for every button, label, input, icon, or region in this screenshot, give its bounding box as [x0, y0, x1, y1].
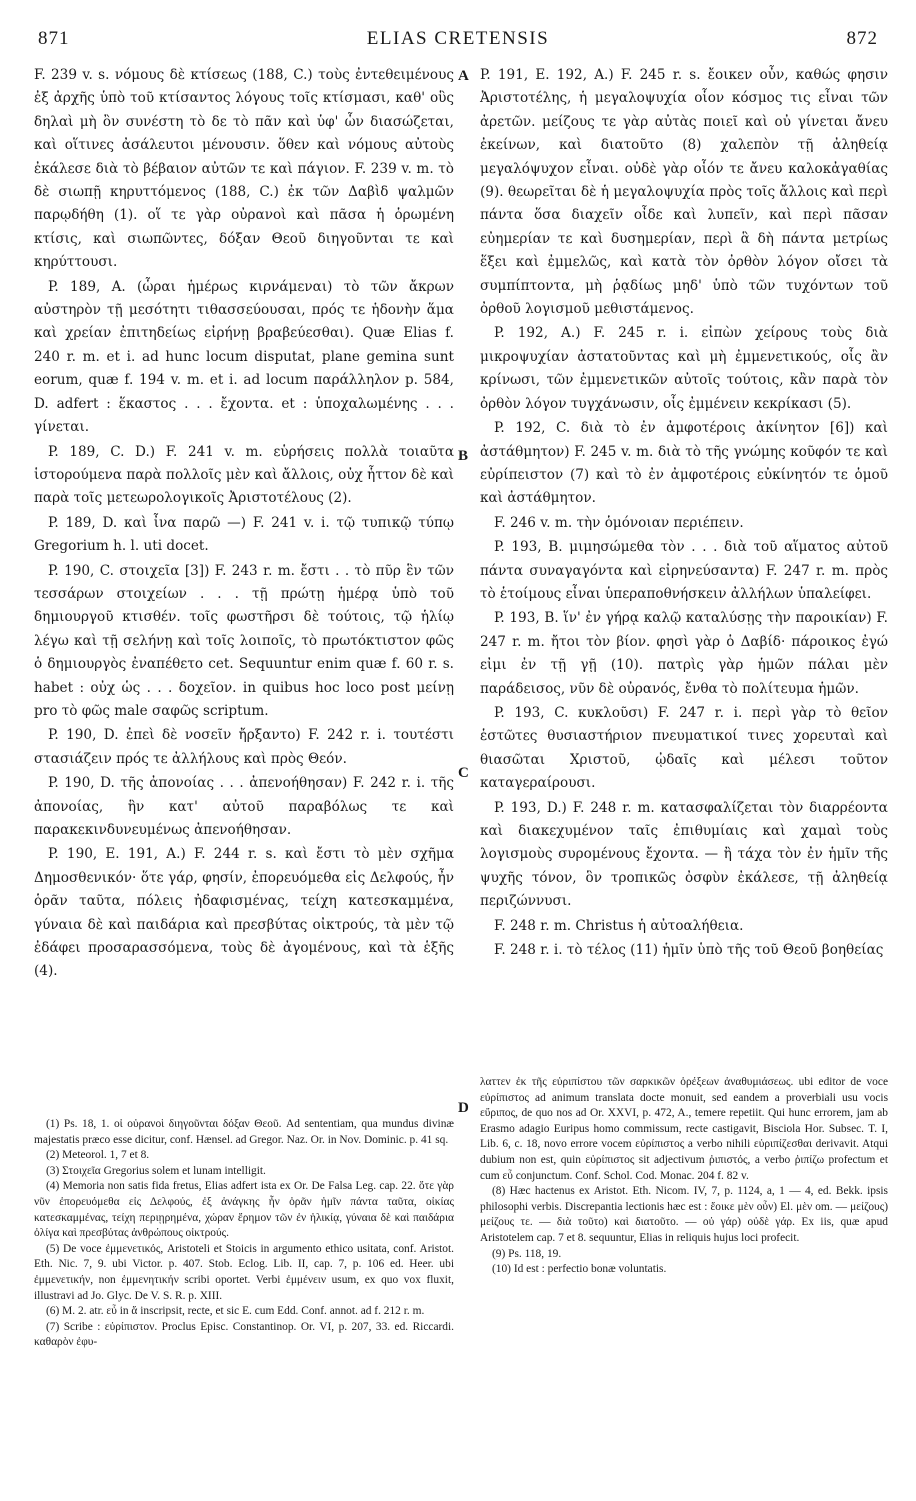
right-paragraph: F. 248 r. m. Christus ἡ αὐτοαλήθεια. — [494, 917, 744, 934]
footnote: (7) Scribe : εὐρίπιστον. Proclus Episc. Constantinop. Or. VI, p. 207, 33. ed. Riccardi. καθαρὸν ἐφυ- — [34, 1320, 454, 1349]
left-paragraph: P. 190, D. τῆς ἀπονοίας . . . ἀπενοήθησαν) F. 242 r. i. τῆς ἀπονοίας, ἣν κατ' αὐτοῦ παραβόλως τε καὶ παρακεκινδυνευμένως ἀπενοήθησαν. — [34, 775, 454, 838]
left-paragraph: P. 190, E. 191, A.) F. 244 r. s. καὶ ἔστι τὸ μὲν σχῆμα Δημοσθενικόν· ὅτε γάρ, φησίν, ἐπορευόμεθα εἰς Δελφούς, ἦν ὁρᾶν ταῦτα, πόλεις ἠδαφισμένας, τείχη κατεσκαμμένα, γύναια δὲ καὶ παιδάρια καὶ πρεσβύτας οἰκτρούς, τὰ μὲν τῷ ἐδάφει προσαρασσόμενα, τοὺς δὲ ἀγομένους, καὶ τὰ ἑξῆς (4). — [34, 846, 454, 980]
left-column — [34, 64, 454, 985]
footnotes-left — [34, 1117, 454, 1351]
right-paragraph: F. 248 r. i. τὸ τέλος (11) ἡμῖν ὑπὸ τῆς τοῦ Θεοῦ βοηθείας — [494, 942, 884, 959]
right-paragraph: P. 192, C. διὰ τὸ ἐν ἀμφοτέροις ἀκίνητον [6]) καὶ ἀστάθμητον) F. 245 v. m. διὰ τὸ τῆς γνώμης κοῦφόν τε καὶ εὐρίπειστον (7) καὶ τὸ ἐν ἀμφοτέροις εὐκίνητόν τε ὁμοῦ καὶ ἀστάθμητον. — [480, 420, 888, 507]
right-paragraph: P. 193, B. ἵν' ἐν γήρᾳ καλῷ καταλύσῃς τὴν παροικίαν) F. 247 r. m. ἤτοι τὸν βίον. φησὶ γὰρ ὁ Δαβίδ· πάροικος ἐγώ εἰμι ἐν τῇ γῇ (10). πατρὶς γὰρ ἡμῶν πάλαι μὲν παράδεισος, νῦν δὲ οὐρανός, ἔνθα τὸ πολίτευμα ἡμῶν. — [480, 610, 888, 697]
left-paragraph: P. 190, C. στοιχεῖα [3]) F. 243 r. m. ἔστι . . τὸ πῦρ ἓν τῶν τεσσάρων στοιχείων . . . τῇ πρώτῃ ἡμέρᾳ ὑπὸ τοῦ δημιουργοῦ κτισθέν. τοῖς φωστῆρσι δὲ τούτοις, τῷ ἡλίῳ λέγω καὶ τῇ σελήνῃ καὶ τοῖς λοιποῖς, τὸ πρωτόκτιστον φῶς ὁ δημιουργὸς ἐναπέθετο cet. Sequuntur enim quæ f. 60 r. s. habet : οὐχ ὡς . . . δοχεῖον. in quibus hoc loco post μείνῃ pro τὸ φῶς male σαφῶς scriptum. — [34, 562, 454, 719]
page-number-right: 872 — [846, 28, 878, 49]
left-paragraph: P. 189, D. καὶ ἶνα παρῶ —) F. 241 v. i. τῷ τυπικῷ τύπῳ Gregorium h. l. uti docet. — [34, 514, 454, 555]
left-paragraph: P. 190, D. ἐπεὶ δὲ νοσεῖν ἤρξαντο) F. 242 r. i. τουτέστι στασιάζειν πρός τε ἀλλήλους καὶ πρὸς Θεόν. — [34, 727, 454, 767]
section-marker-a: A — [458, 68, 469, 84]
footnote: (8) Hæc hactenus ex Aristot. Eth. Nicom. IV, 7, p. 1124, a, 1 — 4, ed. Bekk. ipsis philosophi verbis. Discrepantia lectionis hæc est : ἔοικε μὲν οὖν) El. μὲν om. — μείζους) μείζους τε. — διὰ τοῦτο) καὶ διατοῦτο. — οὐ γάρ) οὐδὲ γάρ. Ex iis, quæ apud Aristotelem cap. 7 et 8. sequuntur, Elias in reliquis hujus loci profecit. — [480, 1185, 888, 1244]
left-paragraph: P. 189, C. D.) F. 241 v. m. εὑρήσεις πολλὰ τοιαῦτα ἱστορούμενα παρὰ πολλοῖς μὲν καὶ ἄλλοις, οὐχ ἧττον δὲ καὶ παρὰ τοῖς μετεωρολογικοῖς Ἀριστοτέλους (2). — [34, 443, 454, 507]
footnote: λαττεν ἐκ τῆς εὐριπίστου τῶν σαρκικῶν ὀρέξεων ἀναθυμιάσεως. ubi editor de voce εὐρίπιστος ad animum translata docte monuit, sed eandem a proverbiali usu vocis εὔριπος, de quo nos ad Or. XXVI, p. 472, A., temere repetiit. Qui hunc errorem, jam ab Erasmo adagio Euripus homo commissum, recte castigavit, Bisciola Hor. Subsec. T. I, Lib. 6, c. 18, novo errore vocem εὐρίπιστος a verbo nihili εὐριπίζεσθαι derivavit. Atqui dubium non est, quin εὐρίπιστος sit adjectivum ῥιπιστός, a verbo ῥιπίζω profectum et cum εὖ conjunctum. Conf. Schol. Cod. Monac. 204 f. 82 v. — [480, 1076, 888, 1182]
footnote: (2) Meteorol. 1, 7 et 8. — [46, 1149, 150, 1162]
footnote: (4) Memoria non satis fida fretus, Elias adfert ista ex Or. De Falsa Leg. cap. 22. ὅτε γὰρ νῦν ἐπορευόμεθα εἰς Δελφούς, ἐξ ἀνάγκης ἦν ὁρᾶν ἡμῖν πάντα ταῦτα, οἰκίας κατεσκαμμένας, τείχη περιῃρημένα, χώραν ἔρημον τῶν ἐν ἡλικίᾳ, γύναια δὲ καὶ παιδάρια ὀλίγα καὶ πρεσβύτας ἀνθρώπους οἰκτρούς. — [34, 1180, 454, 1240]
footnote: (10) Id est : perfectio bonæ voluntatis. — [492, 1263, 667, 1276]
page-number-left: 871 — [38, 28, 70, 49]
footnote: (6) M. 2. atr. εὖ in ἄ inscripsit, recte, et sic E. cum Edd. Conf. annot. ad f. 212 r. m. — [46, 1305, 425, 1318]
right-paragraph: F. 246 v. m. τὴν ὁμόνοιαν περιέπειν. — [494, 514, 744, 531]
left-paragraph: P. 189, A. (ὧραι ἡμέρως κιρνάμεναι) τὸ τῶν ἄκρων αὐστηρὸν τῇ μεσότητι τιθασσεύουσαι, πρός τε ἡδονὴν ἅμα καὶ χρείαν ἐπιτηδείως εἰρήνῃ βραβεύεσθαι). Quæ Elias f. 240 r. m. et i. ad hunc locum disputat, plane gemina sunt eorum, quæ f. 194 v. m. et i. ad locum παράλληλον p. 584, D. adfert : ἕκαστος . . . ἔχοντα. et : ὑποχαλωμένης . . . γίνεται. — [34, 278, 454, 436]
right-column — [480, 64, 888, 963]
left-paragraph: F. 239 v. s. νόμους δὲ κτίσεως (188, C.) τοὺς ἐντεθειμένους ἐξ ἀρχῆς ὑπὸ τοῦ κτίσαντος λόγους τοῖς κτίσμασι, καθ' οὓς δηλαὶ μὴ ὂν συνέστη τὸ δε τὸ πᾶν καὶ ὑφ' ὧν διασώζεται, καὶ οἵτινες ἀσάλευτοι μένουσιν. ὅθεν καὶ νόμους αὐτοὺς ἐκάλεσε διὰ τὸ βέβαιον αὐτῶν τε καὶ πάγιον. F. 239 v. m. τὸ δὲ σιωπῇ κηρυττόμενος (188, C.) ἐκ τῶν Δαβὶδ ψαλμῶν παρῳδήθη (1). οἵ τε γὰρ οὐρανοὶ καὶ πᾶσα ἡ ὁρωμένη κτίσις, καὶ σιωπῶντες, δόξαν Θεοῦ διηγοῦνται τε καὶ κηρύττουσι. — [34, 67, 454, 271]
right-paragraph: P. 193, D.) F. 248 r. m. κατασφαλίζεται τὸν διαρρέοντα καὶ διακεχυμένον ταῖς ἐπιθυμίαις καὶ χαμαὶ τοὺς λογισμοὺς συρομένους ἔχοντα. — ἢ τάχα τὸν ἐν ἡμῖν τῆς ψυχῆς τόνον, ὃν τροπικῶς ὀσφὺν ἐκάλεσε, τῇ ἀληθείᾳ περιζώννυσι. — [480, 799, 888, 910]
footnotes-right — [480, 1075, 888, 1278]
right-paragraph: P. 191, E. 192, A.) F. 245 r. s. ἔοικεν οὖν, καθώς φησιν Ἀριστοτέλης, ἡ μεγαλοψυχία οἷον κόσμος τις εἶναι τῶν ἀρετῶν. μείζους τε γὰρ αὐτὰς ποιεῖ καὶ οὐ γίνεται ἄνευ ἐκείνων, καὶ διατοῦτο (8) χαλεπὸν τῇ ἀληθείᾳ μεγαλόψυχον εἶναι. οὐδὲ γὰρ οἷόν τε ἄνευ καλοκἀγαθίας (9). θεωρεῖται δὲ ἡ μεγαλοψυχία πρὸς τοῖς ἄλλοις καὶ περὶ πάντα ὅσα διαχεῖν οἶδε καὶ λυπεῖν, καὶ περὶ πᾶσαν εὐημερίαν τε καὶ δυσημερίαν, περὶ ἃ δὴ πάντα μετρίως ἕξει καὶ ἐμμελῶς, καὶ κατὰ τὸν ὀρθὸν λόγον οἴσει τὰ συμπίπτοντα, μὴ ῥᾳδίως μηδ' ὑπὸ τῶν τυχόντων τοῦ ὀρθοῦ λογισμοῦ μεθιστάμενος. — [480, 67, 888, 318]
page-header — [38, 28, 878, 56]
right-paragraph: P. 193, B. μιμησώμεθα τὸν . . . διὰ τοῦ αἵματος αὐτοῦ πάντα συναγαγόντα καὶ εἰρηνεύσαντα) F. 247 r. m. πρὸς τὸ ἑτοίμους εἶναι ὑπεραποθνήσκειν ἀλλήλων ὑπαλείφει. — [480, 539, 888, 602]
section-marker-c: C — [458, 765, 469, 781]
section-marker-b: B — [458, 448, 469, 464]
running-title: ELIAS CRETENSIS — [366, 28, 550, 49]
footnote: (5) De voce ἐμμενετικός, Aristoteli et Stoicis in argumento ethico usitata, conf. Aristot. Eth. Nic. 7, 9. ubi Victor. p. 407. Stob. Eclog. Lib. II, cap. 7, p. 106 ed. Heer. ubi ἐμμενετικήν, non ἐμμενητικήν scribi oportet. Verbi ἐμμένειν usum, ex quo vox fluxit, illustravi ad Jo. Glyc. De V. S. R. p. XIII. — [34, 1242, 454, 1302]
footnote: (3) Στοιχεῖα Gregorius solem et lunam intelligit. — [46, 1164, 266, 1177]
right-paragraph: P. 192, A.) F. 245 r. i. εἰπὼν χείρους τοὺς διὰ μικροψυχίαν ἀστατοῦντας καὶ μὴ ἐμμενετικούς, οἷς ἂν κρίνωσι, τῶν ἐμμενετικῶν αὐτοῖς τούτοις, κἂν παρὰ τὸν ὀρθὸν λόγον τυγχάνωσιν, οἷς ἐμμένειν κεκρίκασι (5). — [480, 325, 888, 412]
footnote: (1) Ps. 18, 1. οἱ οὐρανοὶ διηγοῦνται δόξαν Θεοῦ. Ad sententiam, qua mundus divinæ majestatis præco esse dicitur, conf. Hænsel. ad Gregor. Naz. Or. in Nov. Dominic. p. 41 sq. — [34, 1118, 454, 1146]
section-marker-d: D — [458, 1100, 469, 1116]
footnote: (9) Ps. 118, 19. — [492, 1247, 562, 1260]
right-paragraph: P. 193, C. κυκλοῦσι) F. 247 r. i. περὶ γὰρ τὸ θεῖον ἑστῶτες θυσιαστήριον πνευματικοί τινες χορευταὶ καὶ θιασῶται Χριστοῦ, ᾠδαῖς καὶ μέλεσι τοῦτον καταγεραίρουσι. — [480, 704, 888, 792]
